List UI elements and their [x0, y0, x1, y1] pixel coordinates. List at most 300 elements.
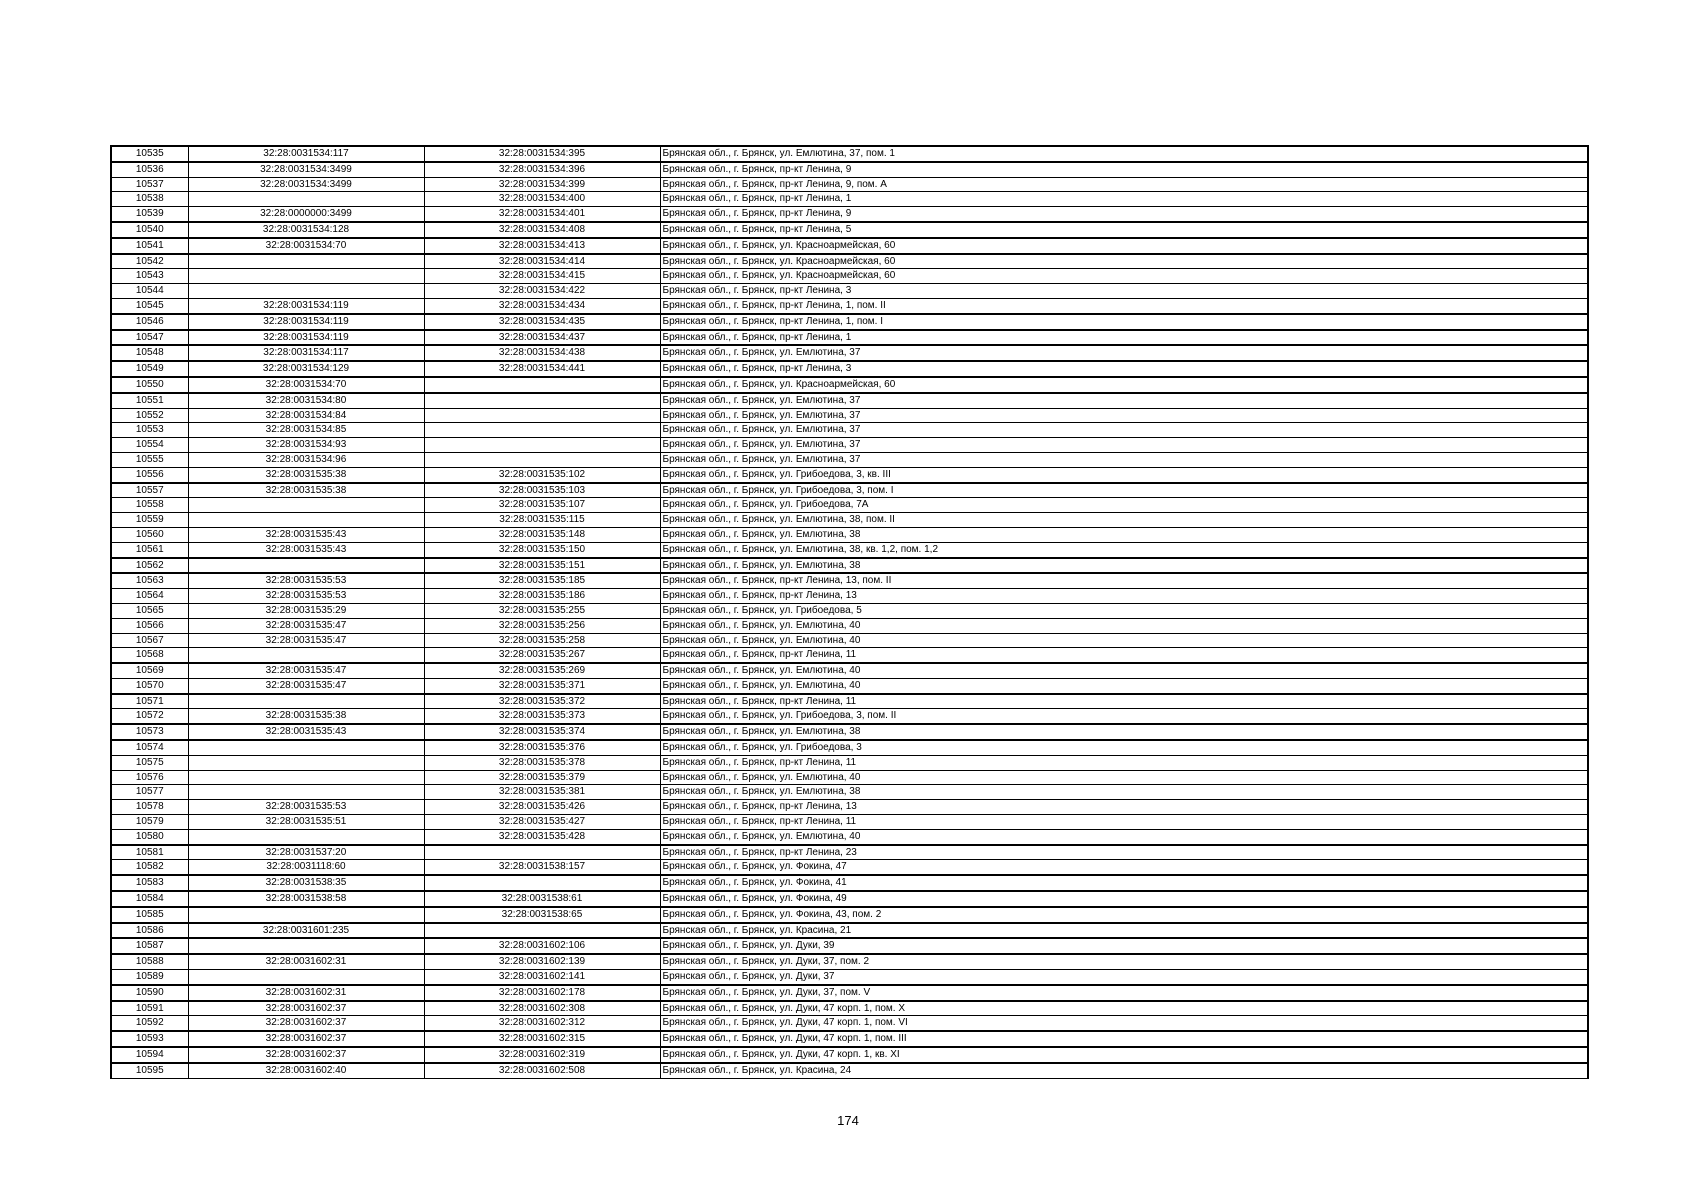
address-cell: Брянская обл., г. Брянск, ул. Емлютина, 37 [660, 438, 1588, 453]
table-row [111, 770, 1588, 785]
land-cadastral-number-cell: 32:28:0031538:35 [188, 875, 424, 891]
address-cell: Брянская обл., г. Брянск, ул. Красина, 24 [660, 1063, 1588, 1078]
object-cadastral-number-cell: 32:28:0031535:256 [424, 618, 660, 633]
cadastral-table [110, 145, 1589, 1079]
object-cadastral-number-cell: 32:28:0031535:378 [424, 755, 660, 770]
land-cadastral-number-cell: 32:28:0000000:3499 [188, 207, 424, 222]
object-cadastral-number-cell: 32:28:0031535:255 [424, 603, 660, 618]
row-number-cell: 10595 [111, 1063, 188, 1078]
land-cadastral-number-cell: 32:28:0031538:58 [188, 891, 424, 907]
table-row [111, 284, 1588, 299]
land-cadastral-number-cell: 32:28:0031535:53 [188, 800, 424, 815]
table-row [111, 785, 1588, 800]
row-number-cell: 10568 [111, 648, 188, 663]
table-row [111, 298, 1588, 313]
land-cadastral-number-cell: 32:28:0031534:119 [188, 330, 424, 346]
object-cadastral-number-cell: 32:28:0031535:374 [424, 724, 660, 740]
address-cell: Брянская обл., г. Брянск, ул. Емлютина, 37 [660, 423, 1588, 438]
address-cell: Брянская обл., г. Брянск, ул. Красноармейская, 60 [660, 377, 1588, 393]
address-cell: Брянская обл., г. Брянск, ул. Красноармейская, 60 [660, 254, 1588, 269]
land-cadastral-number-cell: 32:28:0031602:37 [188, 1047, 424, 1063]
table-row [111, 192, 1588, 207]
object-cadastral-number-cell: 32:28:0031538:61 [424, 891, 660, 907]
address-cell: Брянская обл., г. Брянск, ул. Емлютина, 38 [660, 558, 1588, 574]
address-cell: Брянская обл., г. Брянск, ул. Фокина, 49 [660, 891, 1588, 907]
row-number-cell: 10540 [111, 222, 188, 238]
object-cadastral-number-cell [424, 845, 660, 860]
object-cadastral-number-cell: 32:28:0031535:371 [424, 678, 660, 693]
land-cadastral-number-cell: 32:28:0031535:43 [188, 724, 424, 740]
table-row [111, 891, 1588, 907]
row-number-cell: 10554 [111, 438, 188, 453]
row-number-cell: 10542 [111, 254, 188, 269]
object-cadastral-number-cell: 32:28:0031534:438 [424, 345, 660, 361]
object-cadastral-number-cell: 32:28:0031602:139 [424, 954, 660, 969]
object-cadastral-number-cell: 32:28:0031602:508 [424, 1063, 660, 1078]
table-row [111, 558, 1588, 574]
row-number-cell: 10581 [111, 845, 188, 860]
address-cell: Брянская обл., г. Брянск, ул. Дуки, 37 [660, 970, 1588, 985]
address-cell: Брянская обл., г. Брянск, ул. Емлютина, 38 [660, 785, 1588, 800]
row-number-cell: 10582 [111, 860, 188, 875]
object-cadastral-number-cell: 32:28:0031534:395 [424, 146, 660, 162]
land-cadastral-number-cell: 32:28:0031535:51 [188, 815, 424, 830]
land-cadastral-number-cell: 32:28:0031602:37 [188, 1016, 424, 1031]
row-number-cell: 10548 [111, 345, 188, 361]
address-cell: Брянская обл., г. Брянск, ул. Красноармейская, 60 [660, 238, 1588, 254]
land-cadastral-number-cell: 32:28:0031534:119 [188, 314, 424, 330]
land-cadastral-number-cell: 32:28:0031535:43 [188, 542, 424, 557]
object-cadastral-number-cell: 32:28:0031602:319 [424, 1047, 660, 1063]
object-cadastral-number-cell: 32:28:0031534:422 [424, 284, 660, 299]
table-row [111, 314, 1588, 330]
table-row [111, 648, 1588, 663]
row-number-cell: 10585 [111, 907, 188, 923]
address-cell: Брянская обл., г. Брянск, ул. Дуки, 37, пом. 2 [660, 954, 1588, 969]
object-cadastral-number-cell: 32:28:0031535:373 [424, 709, 660, 724]
table-row [111, 663, 1588, 678]
row-number-cell: 10578 [111, 800, 188, 815]
row-number-cell: 10587 [111, 938, 188, 954]
address-cell: Брянская обл., г. Брянск, ул. Дуки, 47 корп. 1, пом. III [660, 1031, 1588, 1047]
address-cell: Брянская обл., г. Брянск, ул. Грибоедова, 3 [660, 740, 1588, 755]
table-row [111, 1063, 1588, 1078]
address-cell: Брянская обл., г. Брянск, пр-кт Ленина, 23 [660, 845, 1588, 860]
table-row [111, 452, 1588, 467]
row-number-cell: 10588 [111, 954, 188, 969]
address-cell: Брянская обл., г. Брянск, ул. Емлютина, 37 [660, 408, 1588, 423]
address-cell: Брянская обл., г. Брянск, ул. Емлютина, 40 [660, 663, 1588, 678]
row-number-cell: 10571 [111, 694, 188, 709]
table-row [111, 829, 1588, 844]
address-cell: Брянская обл., г. Брянск, ул. Емлютина, 37, пом. 1 [660, 146, 1588, 162]
land-cadastral-number-cell [188, 648, 424, 663]
table-row [111, 1047, 1588, 1063]
row-number-cell: 10557 [111, 483, 188, 498]
address-cell: Брянская обл., г. Брянск, пр-кт Ленина, 11 [660, 815, 1588, 830]
row-number-cell: 10573 [111, 724, 188, 740]
row-number-cell: 10570 [111, 678, 188, 693]
row-number-cell: 10544 [111, 284, 188, 299]
row-number-cell: 10549 [111, 361, 188, 377]
address-cell: Брянская обл., г. Брянск, пр-кт Ленина, 1 [660, 330, 1588, 346]
address-cell: Брянская обл., г. Брянск, пр-кт Ленина, 3 [660, 284, 1588, 299]
address-cell: Брянская обл., г. Брянск, пр-кт Ленина, 11 [660, 694, 1588, 709]
object-cadastral-number-cell: 32:28:0031602:308 [424, 1001, 660, 1016]
table-row [111, 724, 1588, 740]
table-row [111, 269, 1588, 284]
address-cell: Брянская обл., г. Брянск, пр-кт Ленина, 1 [660, 192, 1588, 207]
table-row [111, 1016, 1588, 1031]
object-cadastral-number-cell [424, 875, 660, 891]
row-number-cell: 10545 [111, 298, 188, 313]
table-row [111, 513, 1588, 528]
row-number-cell: 10579 [111, 815, 188, 830]
address-cell: Брянская обл., г. Брянск, ул. Емлютина, 40 [660, 633, 1588, 648]
address-cell: Брянская обл., г. Брянск, пр-кт Ленина, 13 [660, 589, 1588, 604]
row-number-cell: 10574 [111, 740, 188, 755]
address-cell: Брянская обл., г. Брянск, ул. Емлютина, 38, пом. II [660, 513, 1588, 528]
address-cell: Брянская обл., г. Брянск, ул. Дуки, 47 корп. 1, пом. X [660, 1001, 1588, 1016]
table-row [111, 408, 1588, 423]
table-row [111, 527, 1588, 542]
land-cadastral-number-cell: 32:28:0031535:47 [188, 633, 424, 648]
table-row [111, 483, 1588, 498]
table-row [111, 875, 1588, 891]
land-cadastral-number-cell: 32:28:0031535:47 [188, 663, 424, 678]
object-cadastral-number-cell [424, 452, 660, 467]
table-row [111, 438, 1588, 453]
object-cadastral-number-cell: 32:28:0031535:186 [424, 589, 660, 604]
table-row [111, 377, 1588, 393]
land-cadastral-number-cell [188, 829, 424, 844]
land-cadastral-number-cell: 32:28:0031534:85 [188, 423, 424, 438]
object-cadastral-number-cell: 32:28:0031534:437 [424, 330, 660, 346]
address-cell: Брянская обл., г. Брянск, пр-кт Ленина, 11 [660, 648, 1588, 663]
row-number-cell: 10577 [111, 785, 188, 800]
row-number-cell: 10547 [111, 330, 188, 346]
table-row [111, 1001, 1588, 1016]
land-cadastral-number-cell [188, 970, 424, 985]
object-cadastral-number-cell: 32:28:0031602:141 [424, 970, 660, 985]
land-cadastral-number-cell: 32:28:0031535:38 [188, 709, 424, 724]
address-cell: Брянская обл., г. Брянск, пр-кт Ленина, 9, пом. А [660, 177, 1588, 192]
object-cadastral-number-cell [424, 408, 660, 423]
row-number-cell: 10538 [111, 192, 188, 207]
table-row [111, 1031, 1588, 1047]
address-cell: Брянская обл., г. Брянск, пр-кт Ленина, 1, пом. II [660, 298, 1588, 313]
object-cadastral-number-cell: 32:28:0031534:413 [424, 238, 660, 254]
object-cadastral-number-cell: 32:28:0031535:151 [424, 558, 660, 574]
land-cadastral-number-cell: 32:28:0031535:29 [188, 603, 424, 618]
object-cadastral-number-cell [424, 923, 660, 939]
row-number-cell: 10536 [111, 162, 188, 177]
object-cadastral-number-cell: 32:28:0031534:435 [424, 314, 660, 330]
table-row [111, 815, 1588, 830]
object-cadastral-number-cell: 32:28:0031535:148 [424, 527, 660, 542]
table-row [111, 907, 1588, 923]
land-cadastral-number-cell: 32:28:0031537:20 [188, 845, 424, 860]
object-cadastral-number-cell: 32:28:0031535:427 [424, 815, 660, 830]
table-row [111, 146, 1588, 162]
land-cadastral-number-cell [188, 513, 424, 528]
object-cadastral-number-cell [424, 393, 660, 408]
row-number-cell: 10590 [111, 985, 188, 1001]
table-row [111, 694, 1588, 709]
object-cadastral-number-cell: 32:28:0031535:185 [424, 573, 660, 588]
address-cell: Брянская обл., г. Брянск, ул. Дуки, 47 корп. 1, кв. XI [660, 1047, 1588, 1063]
land-cadastral-number-cell [188, 755, 424, 770]
address-cell: Брянская обл., г. Брянск, ул. Грибоедова, 3, кв. III [660, 467, 1588, 482]
table-row [111, 678, 1588, 693]
row-number-cell: 10546 [111, 314, 188, 330]
land-cadastral-number-cell: 32:28:0031535:53 [188, 573, 424, 588]
table-row [111, 938, 1588, 954]
row-number-cell: 10550 [111, 377, 188, 393]
table-row [111, 589, 1588, 604]
object-cadastral-number-cell: 32:28:0031534:434 [424, 298, 660, 313]
table-body [111, 146, 1588, 1078]
table-row [111, 954, 1588, 969]
address-cell: Брянская обл., г. Брянск, ул. Емлютина, 40 [660, 618, 1588, 633]
row-number-cell: 10566 [111, 618, 188, 633]
row-number-cell: 10564 [111, 589, 188, 604]
row-number-cell: 10555 [111, 452, 188, 467]
object-cadastral-number-cell: 32:28:0031535:426 [424, 800, 660, 815]
row-number-cell: 10567 [111, 633, 188, 648]
table-row [111, 361, 1588, 377]
address-cell: Брянская обл., г. Брянск, ул. Емлютина, 37 [660, 393, 1588, 408]
object-cadastral-number-cell: 32:28:0031534:408 [424, 222, 660, 238]
table-row [111, 860, 1588, 875]
land-cadastral-number-cell: 32:28:0031118:60 [188, 860, 424, 875]
table-row [111, 845, 1588, 860]
object-cadastral-number-cell: 32:28:0031602:106 [424, 938, 660, 954]
land-cadastral-number-cell: 32:28:0031535:47 [188, 678, 424, 693]
object-cadastral-number-cell: 32:28:0031535:102 [424, 467, 660, 482]
row-number-cell: 10594 [111, 1047, 188, 1063]
land-cadastral-number-cell [188, 498, 424, 513]
address-cell: Брянская обл., г. Брянск, ул. Грибоедова, 3, пом. II [660, 709, 1588, 724]
object-cadastral-number-cell: 32:28:0031534:399 [424, 177, 660, 192]
address-cell: Брянская обл., г. Брянск, пр-кт Ленина, 9 [660, 207, 1588, 222]
row-number-cell: 10559 [111, 513, 188, 528]
row-number-cell: 10565 [111, 603, 188, 618]
table-row [111, 393, 1588, 408]
address-cell: Брянская обл., г. Брянск, ул. Фокина, 47 [660, 860, 1588, 875]
table-row [111, 709, 1588, 724]
table-row [111, 985, 1588, 1001]
object-cadastral-number-cell: 32:28:0031534:415 [424, 269, 660, 284]
address-cell: Брянская обл., г. Брянск, пр-кт Ленина, 3 [660, 361, 1588, 377]
object-cadastral-number-cell: 32:28:0031534:414 [424, 254, 660, 269]
page-number: 174 [837, 1113, 859, 1128]
land-cadastral-number-cell: 32:28:0031534:117 [188, 146, 424, 162]
address-cell: Брянская обл., г. Брянск, ул. Емлютина, 40 [660, 678, 1588, 693]
land-cadastral-number-cell [188, 558, 424, 574]
land-cadastral-number-cell: 32:28:0031534:70 [188, 377, 424, 393]
land-cadastral-number-cell: 32:28:0031602:31 [188, 985, 424, 1001]
land-cadastral-number-cell: 32:28:0031602:40 [188, 1063, 424, 1078]
land-cadastral-number-cell: 32:28:0031534:117 [188, 345, 424, 361]
row-number-cell: 10539 [111, 207, 188, 222]
address-cell: Брянская обл., г. Брянск, ул. Дуки, 39 [660, 938, 1588, 954]
table-row [111, 573, 1588, 588]
land-cadastral-number-cell: 32:28:0031534:3499 [188, 177, 424, 192]
row-number-cell: 10569 [111, 663, 188, 678]
land-cadastral-number-cell: 32:28:0031535:38 [188, 483, 424, 498]
object-cadastral-number-cell: 32:28:0031602:178 [424, 985, 660, 1001]
object-cadastral-number-cell: 32:28:0031535:107 [424, 498, 660, 513]
table-row [111, 222, 1588, 238]
row-number-cell: 10551 [111, 393, 188, 408]
table-row [111, 254, 1588, 269]
row-number-cell: 10558 [111, 498, 188, 513]
row-number-cell: 10543 [111, 269, 188, 284]
object-cadastral-number-cell: 32:28:0031538:157 [424, 860, 660, 875]
row-number-cell: 10541 [111, 238, 188, 254]
land-cadastral-number-cell [188, 907, 424, 923]
address-cell: Брянская обл., г. Брянск, ул. Красноармейская, 60 [660, 269, 1588, 284]
table-row [111, 162, 1588, 177]
land-cadastral-number-cell: 32:28:0031535:53 [188, 589, 424, 604]
object-cadastral-number-cell: 32:28:0031535:150 [424, 542, 660, 557]
land-cadastral-number-cell [188, 284, 424, 299]
object-cadastral-number-cell: 32:28:0031535:267 [424, 648, 660, 663]
row-number-cell: 10593 [111, 1031, 188, 1047]
address-cell: Брянская обл., г. Брянск, ул. Красина, 21 [660, 923, 1588, 939]
land-cadastral-number-cell: 32:28:0031534:93 [188, 438, 424, 453]
object-cadastral-number-cell: 32:28:0031535:269 [424, 663, 660, 678]
table-row [111, 923, 1588, 939]
object-cadastral-number-cell [424, 423, 660, 438]
table-row [111, 603, 1588, 618]
table-row [111, 423, 1588, 438]
table-row [111, 740, 1588, 755]
address-cell: Брянская обл., г. Брянск, ул. Дуки, 47 корп. 1, пом. VI [660, 1016, 1588, 1031]
row-number-cell: 10583 [111, 875, 188, 891]
table-row [111, 330, 1588, 346]
table-row [111, 498, 1588, 513]
address-cell: Брянская обл., г. Брянск, ул. Грибоедова, 3, пом. I [660, 483, 1588, 498]
land-cadastral-number-cell: 32:28:0031534:3499 [188, 162, 424, 177]
land-cadastral-number-cell [188, 740, 424, 755]
address-cell: Брянская обл., г. Брянск, ул. Емлютина, 40 [660, 770, 1588, 785]
table-row [111, 177, 1588, 192]
land-cadastral-number-cell: 32:28:0031602:37 [188, 1001, 424, 1016]
object-cadastral-number-cell: 32:28:0031534:441 [424, 361, 660, 377]
address-cell: Брянская обл., г. Брянск, пр-кт Ленина, 13 [660, 800, 1588, 815]
address-cell: Брянская обл., г. Брянск, ул. Фокина, 41 [660, 875, 1588, 891]
address-cell: Брянская обл., г. Брянск, ул. Емлютина, 37 [660, 452, 1588, 467]
object-cadastral-number-cell: 32:28:0031602:315 [424, 1031, 660, 1047]
table-row [111, 755, 1588, 770]
row-number-cell: 10592 [111, 1016, 188, 1031]
row-number-cell: 10535 [111, 146, 188, 162]
land-cadastral-number-cell [188, 254, 424, 269]
land-cadastral-number-cell [188, 694, 424, 709]
address-cell: Брянская обл., г. Брянск, пр-кт Ленина, 11 [660, 755, 1588, 770]
land-cadastral-number-cell: 32:28:0031534:96 [188, 452, 424, 467]
object-cadastral-number-cell [424, 438, 660, 453]
land-cadastral-number-cell: 32:28:0031534:119 [188, 298, 424, 313]
object-cadastral-number-cell: 32:28:0031538:65 [424, 907, 660, 923]
object-cadastral-number-cell: 32:28:0031534:396 [424, 162, 660, 177]
row-number-cell: 10584 [111, 891, 188, 907]
table-row [111, 800, 1588, 815]
land-cadastral-number-cell [188, 269, 424, 284]
address-cell: Брянская обл., г. Брянск, ул. Дуки, 37, пом. V [660, 985, 1588, 1001]
land-cadastral-number-cell [188, 785, 424, 800]
land-cadastral-number-cell: 32:28:0031534:70 [188, 238, 424, 254]
object-cadastral-number-cell: 32:28:0031535:372 [424, 694, 660, 709]
address-cell: Брянская обл., г. Брянск, пр-кт Ленина, 13, пом. II [660, 573, 1588, 588]
row-number-cell: 10552 [111, 408, 188, 423]
row-number-cell: 10586 [111, 923, 188, 939]
row-number-cell: 10553 [111, 423, 188, 438]
land-cadastral-number-cell: 32:28:0031601:235 [188, 923, 424, 939]
land-cadastral-number-cell: 32:28:0031535:47 [188, 618, 424, 633]
land-cadastral-number-cell [188, 192, 424, 207]
object-cadastral-number-cell: 32:28:0031535:115 [424, 513, 660, 528]
address-cell: Брянская обл., г. Брянск, пр-кт Ленина, 5 [660, 222, 1588, 238]
object-cadastral-number-cell: 32:28:0031535:428 [424, 829, 660, 844]
land-cadastral-number-cell: 32:28:0031535:38 [188, 467, 424, 482]
address-cell: Брянская обл., г. Брянск, ул. Емлютина, 40 [660, 829, 1588, 844]
land-cadastral-number-cell: 32:28:0031534:80 [188, 393, 424, 408]
address-cell: Брянская обл., г. Брянск, ул. Грибоедова, 5 [660, 603, 1588, 618]
table-row [111, 467, 1588, 482]
table-row [111, 633, 1588, 648]
land-cadastral-number-cell: 32:28:0031602:31 [188, 954, 424, 969]
address-cell: Брянская обл., г. Брянск, ул. Емлютина, 38 [660, 527, 1588, 542]
address-cell: Брянская обл., г. Брянск, ул. Грибоедова, 7А [660, 498, 1588, 513]
address-cell: Брянская обл., г. Брянск, пр-кт Ленина, 9 [660, 162, 1588, 177]
row-number-cell: 10560 [111, 527, 188, 542]
row-number-cell: 10580 [111, 829, 188, 844]
row-number-cell: 10572 [111, 709, 188, 724]
land-cadastral-number-cell: 32:28:0031602:37 [188, 1031, 424, 1047]
object-cadastral-number-cell: 32:28:0031535:103 [424, 483, 660, 498]
table-row [111, 542, 1588, 557]
table-row [111, 345, 1588, 361]
land-cadastral-number-cell: 32:28:0031534:84 [188, 408, 424, 423]
object-cadastral-number-cell [424, 377, 660, 393]
land-cadastral-number-cell: 32:28:0031535:43 [188, 527, 424, 542]
row-number-cell: 10562 [111, 558, 188, 574]
row-number-cell: 10591 [111, 1001, 188, 1016]
object-cadastral-number-cell: 32:28:0031534:401 [424, 207, 660, 222]
land-cadastral-number-cell [188, 938, 424, 954]
object-cadastral-number-cell: 32:28:0031602:312 [424, 1016, 660, 1031]
row-number-cell: 10589 [111, 970, 188, 985]
object-cadastral-number-cell: 32:28:0031535:258 [424, 633, 660, 648]
table-row [111, 238, 1588, 254]
table-row [111, 618, 1588, 633]
object-cadastral-number-cell: 32:28:0031535:376 [424, 740, 660, 755]
address-cell: Брянская обл., г. Брянск, ул. Фокина, 43, пом. 2 [660, 907, 1588, 923]
address-cell: Брянская обл., г. Брянск, ул. Емлютина, 38 [660, 724, 1588, 740]
row-number-cell: 10575 [111, 755, 188, 770]
table-row [111, 970, 1588, 985]
address-cell: Брянская обл., г. Брянск, пр-кт Ленина, 1, пом. I [660, 314, 1588, 330]
address-cell: Брянская обл., г. Брянск, ул. Емлютина, 37 [660, 345, 1588, 361]
row-number-cell: 10556 [111, 467, 188, 482]
object-cadastral-number-cell: 32:28:0031535:379 [424, 770, 660, 785]
object-cadastral-number-cell: 32:28:0031535:381 [424, 785, 660, 800]
row-number-cell: 10576 [111, 770, 188, 785]
address-cell: Брянская обл., г. Брянск, ул. Емлютина, 38, кв. 1,2, пом. 1,2 [660, 542, 1588, 557]
